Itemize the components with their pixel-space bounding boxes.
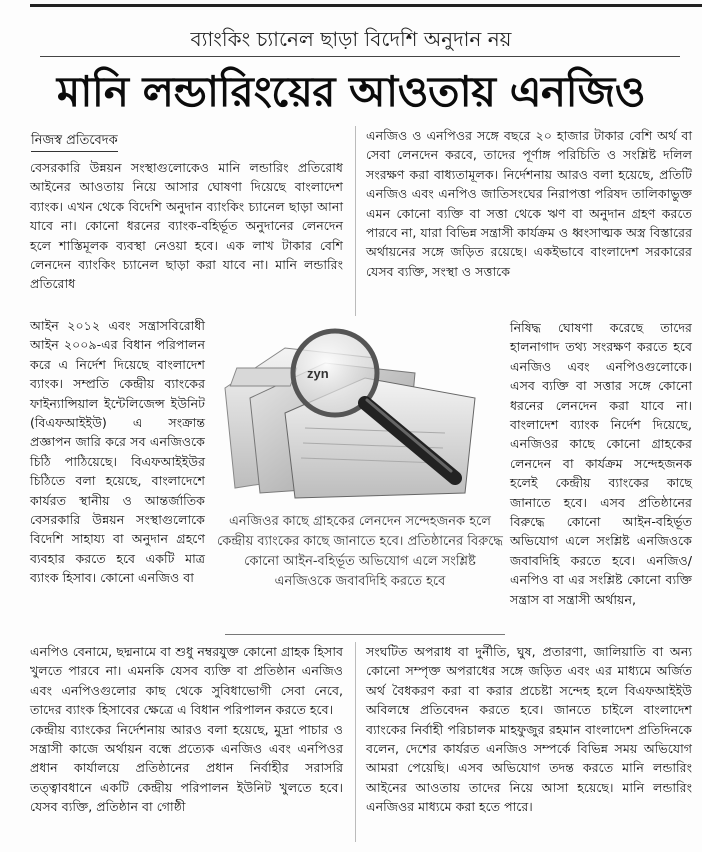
- column-left-narrow: [30, 316, 205, 588]
- folder-tab: [230, 368, 297, 386]
- byline: নিজস্ব প্রতিবেদক: [31, 132, 118, 152]
- photo-bottom-rule: [225, 634, 505, 635]
- column-divider: [355, 126, 356, 316]
- column-right-top: [366, 126, 692, 281]
- paragraph: কেন্দ্রীয় ব্যাংকের নির্দেশনায় আরও বলা হয়েছে, মুদ্রা পাচার ও সন্ত্রাসী কাজে অর্থায়ন বন্ধে প্রত্যেক এনজিও এবং এনপিওর প্রধান কার্যালয়ে প্রতিষ্ঠানের প্রধান নির্বাহীর সরাসরি তত্ত্বাবধানে একটি কেন্দ্রীয় পরিপালন ইউনিট খুলতে হবে। যেসব ব্যক্তি, প্রতিষ্ঠান বা গোষ্ঠী: [30, 721, 343, 815]
- kicker: ব্যাংকিং চ্যানেল ছাড়া বিদেশি অনুদান নয়: [190, 27, 512, 51]
- paragraph: আইন ২০১২ এবং সন্ত্রাসবিরোধী আইন ২০০৯-এর বিধান পরিপালন করে এ নির্দেশ দিয়েছে বাংলাদেশ ব্যাংক। সম্প্রতি কেন্দ্রীয় ব্যাংকের ফাইন্যান্সিয়াল ইন্টেলিজেন্স ইউনিট (বিএফআইইউ) এ সংক্রান্ত প্রজ্ঞাপন জারি করে সব এনজিওকে চিঠি পাঠিয়েছে। বিএফআইইউর চিঠিতে বলা হয়েছে, বাংলাদেশে কার্যরত স্থানীয় ও আন্তর্জাতিক বেসরকারি উন্নয়ন সংস্থাগুলোকে বিদেশি সাহায্য বা অনুদান গ্রহণে ব্যবহার করতে হবে একটি মাত্র ব্যাংক হিসাব। কোনো এনজিও বা: [30, 318, 205, 586]
- folders-magnifier-illustration: [215, 318, 505, 508]
- photo-label: zyn: [307, 366, 329, 381]
- column-left-bottom: [30, 642, 343, 817]
- photo-caption: এনজিওর কাছে গ্রাহকের লেনদেন সন্দেহজনক হলে কেন্দ্রীয় ব্যাংকের কাছে জানাতে হবে। প্রতিষ্ঠানের বিরুদ্ধে কোনো আইন-বহির্ভূত অভিযোগ এলে সংশ্লিষ্ট এনজিওকে জবাবদিহি করতে হবে: [217, 514, 503, 589]
- column-right-narrow: [510, 318, 692, 609]
- column-divider: [355, 642, 356, 842]
- paragraph: এনজিও ও এনপিওর সঙ্গে বছরে ২০ হাজার টাকার বেশি অর্থ বা সেবা লেনদেন করবে, তাদের পূর্ণাঙ্গ পরিচিতি ও সংশ্লিষ্ট দলিল সংরক্ষণ করা বাধ্যতামূলক। নির্দেশনায় আরও বলা হয়েছে, প্রতিটি এনজিও এবং এনপিও জাতিসংঘের নিরাপত্তা পরিষদ তালিকাভুক্ত এমন কোনো ব্যক্তি বা সত্তা থেকে ঋণ বা অনুদান গ্রহণ করতে পারবে না, যারা বিভিন্ন সন্ত্রাসী কার্যক্রম ও ধ্বংসাত্মক অস্ত্র বিস্তারের অর্থায়নের সঙ্গে জড়িত রয়েছে। একইভাবে বাংলাদেশ সরকারের যেসব ব্যক্তি, সংস্থা ও সত্তাকে: [366, 128, 692, 279]
- kicker-divider: [40, 56, 680, 57]
- paragraph: নিষিদ্ধ ঘোষণা করেছে তাদের হালনাগাদ তথ্য সংরক্ষণ করতে হবে এনজিও এবং এনপিওগুলোকে। এসব ব্যক্তি বা সত্তার সঙ্গে কোনো ধরনের লেনদেন করা যাবে না। বাংলাদেশ ব্যাংক নির্দেশ দিয়েছে, এনজিওর কাছে কোনো গ্রাহকের লেনদেন বা কার্যক্রম সন্দেহজনক হলেই কেন্দ্রীয় ব্যাংকের কাছে জানাতে হবে। এসব প্রতিষ্ঠানের বিরুদ্ধে কোনো আইন-বহির্ভূত অভিযোগ এলে সংশ্লিষ্ট এনজিওকে জবাবদিহি করতে হবে। এনজিও/এনপিও বা এর সংশ্লিষ্ট কোনো ব্যক্তি সন্ত্রাস বা সন্ত্রাসী অর্থায়ন,: [510, 320, 692, 607]
- paragraph: এনপিও বেনামে, ছদ্মনামে বা শুধু নম্বরযুক্ত কোনো গ্রাহক হিসাব খুলতে পারবে না। এমনকি যেসব ব্যক্তি বা প্রতিষ্ঠান এনজিও এবং এনপিওগুলোর কাছ থেকে সুবিধাভোগী সেবা নেবে, তাদের ব্যাংক হিসাবের ক্ষেত্রে এ বিধান পরিপালন করতে হবে।: [30, 644, 343, 718]
- column-left-intro: [30, 158, 343, 294]
- top-rule: [30, 4, 702, 7]
- paragraph: বেসরকারি উন্নয়ন সংস্থাগুলোকেও মানি লন্ডারিং প্রতিরোধ আইনের আওতায় নিয়ে আসার ঘোষণা দিয়েছে বাংলাদেশ ব্যাংক। এখন থেকে বিদেশি অনুদান ব্যাংকিং চ্যানেল ছাড়া আনা যাবে না। কোনো ধরনের ব্যাংক-বহির্ভূত অনুদানের লেনদেন হলে শাস্তিমূলক ব্যবস্থা নেওয়া হবে। এক লাখ টাকার বেশি লেনদেন ব্যাংকিং চ্যানেল ছাড়া করা যাবে না। মানি লন্ডারিং প্রতিরোধ: [30, 160, 343, 292]
- headline: মানি লন্ডারিংয়ের আওতায় এনজিও: [56, 67, 646, 116]
- paragraph: সংঘটিত অপরাধ বা দুর্নীতি, ঘুষ, প্রতারণা, জালিয়াতি বা অন্য কোনো সম্পৃক্ত অপরাধের সঙ্গে জড়িত এবং এর মাধ্যমে অর্জিত অর্থ বৈধকরণ করা বা করার প্রচেষ্টা সন্দেহ হলে বিএফআইইউ অবিলম্বে প্রতিবেদন করতে হবে। জানতে চাইলে বাংলাদেশ ব্যাংকের নির্বাহী পরিচালক মাহফুজুর রহমান বাংলাদেশ প্রতিদিনকে বলেন, দেশের কার্যরত এনজিও সম্পর্কে বিভিন্ন সময় অভিযোগ আমরা পেয়েছি। এসব অভিযোগ তদন্ত করতে মানি লন্ডারিং আইনের আওতায় তাদের নিয়ে আসা হয়েছে। মানি লন্ডারিং এনজিওর মাধ্যমে করা হতে পারে।: [366, 644, 692, 815]
- column-right-bottom: [366, 642, 692, 817]
